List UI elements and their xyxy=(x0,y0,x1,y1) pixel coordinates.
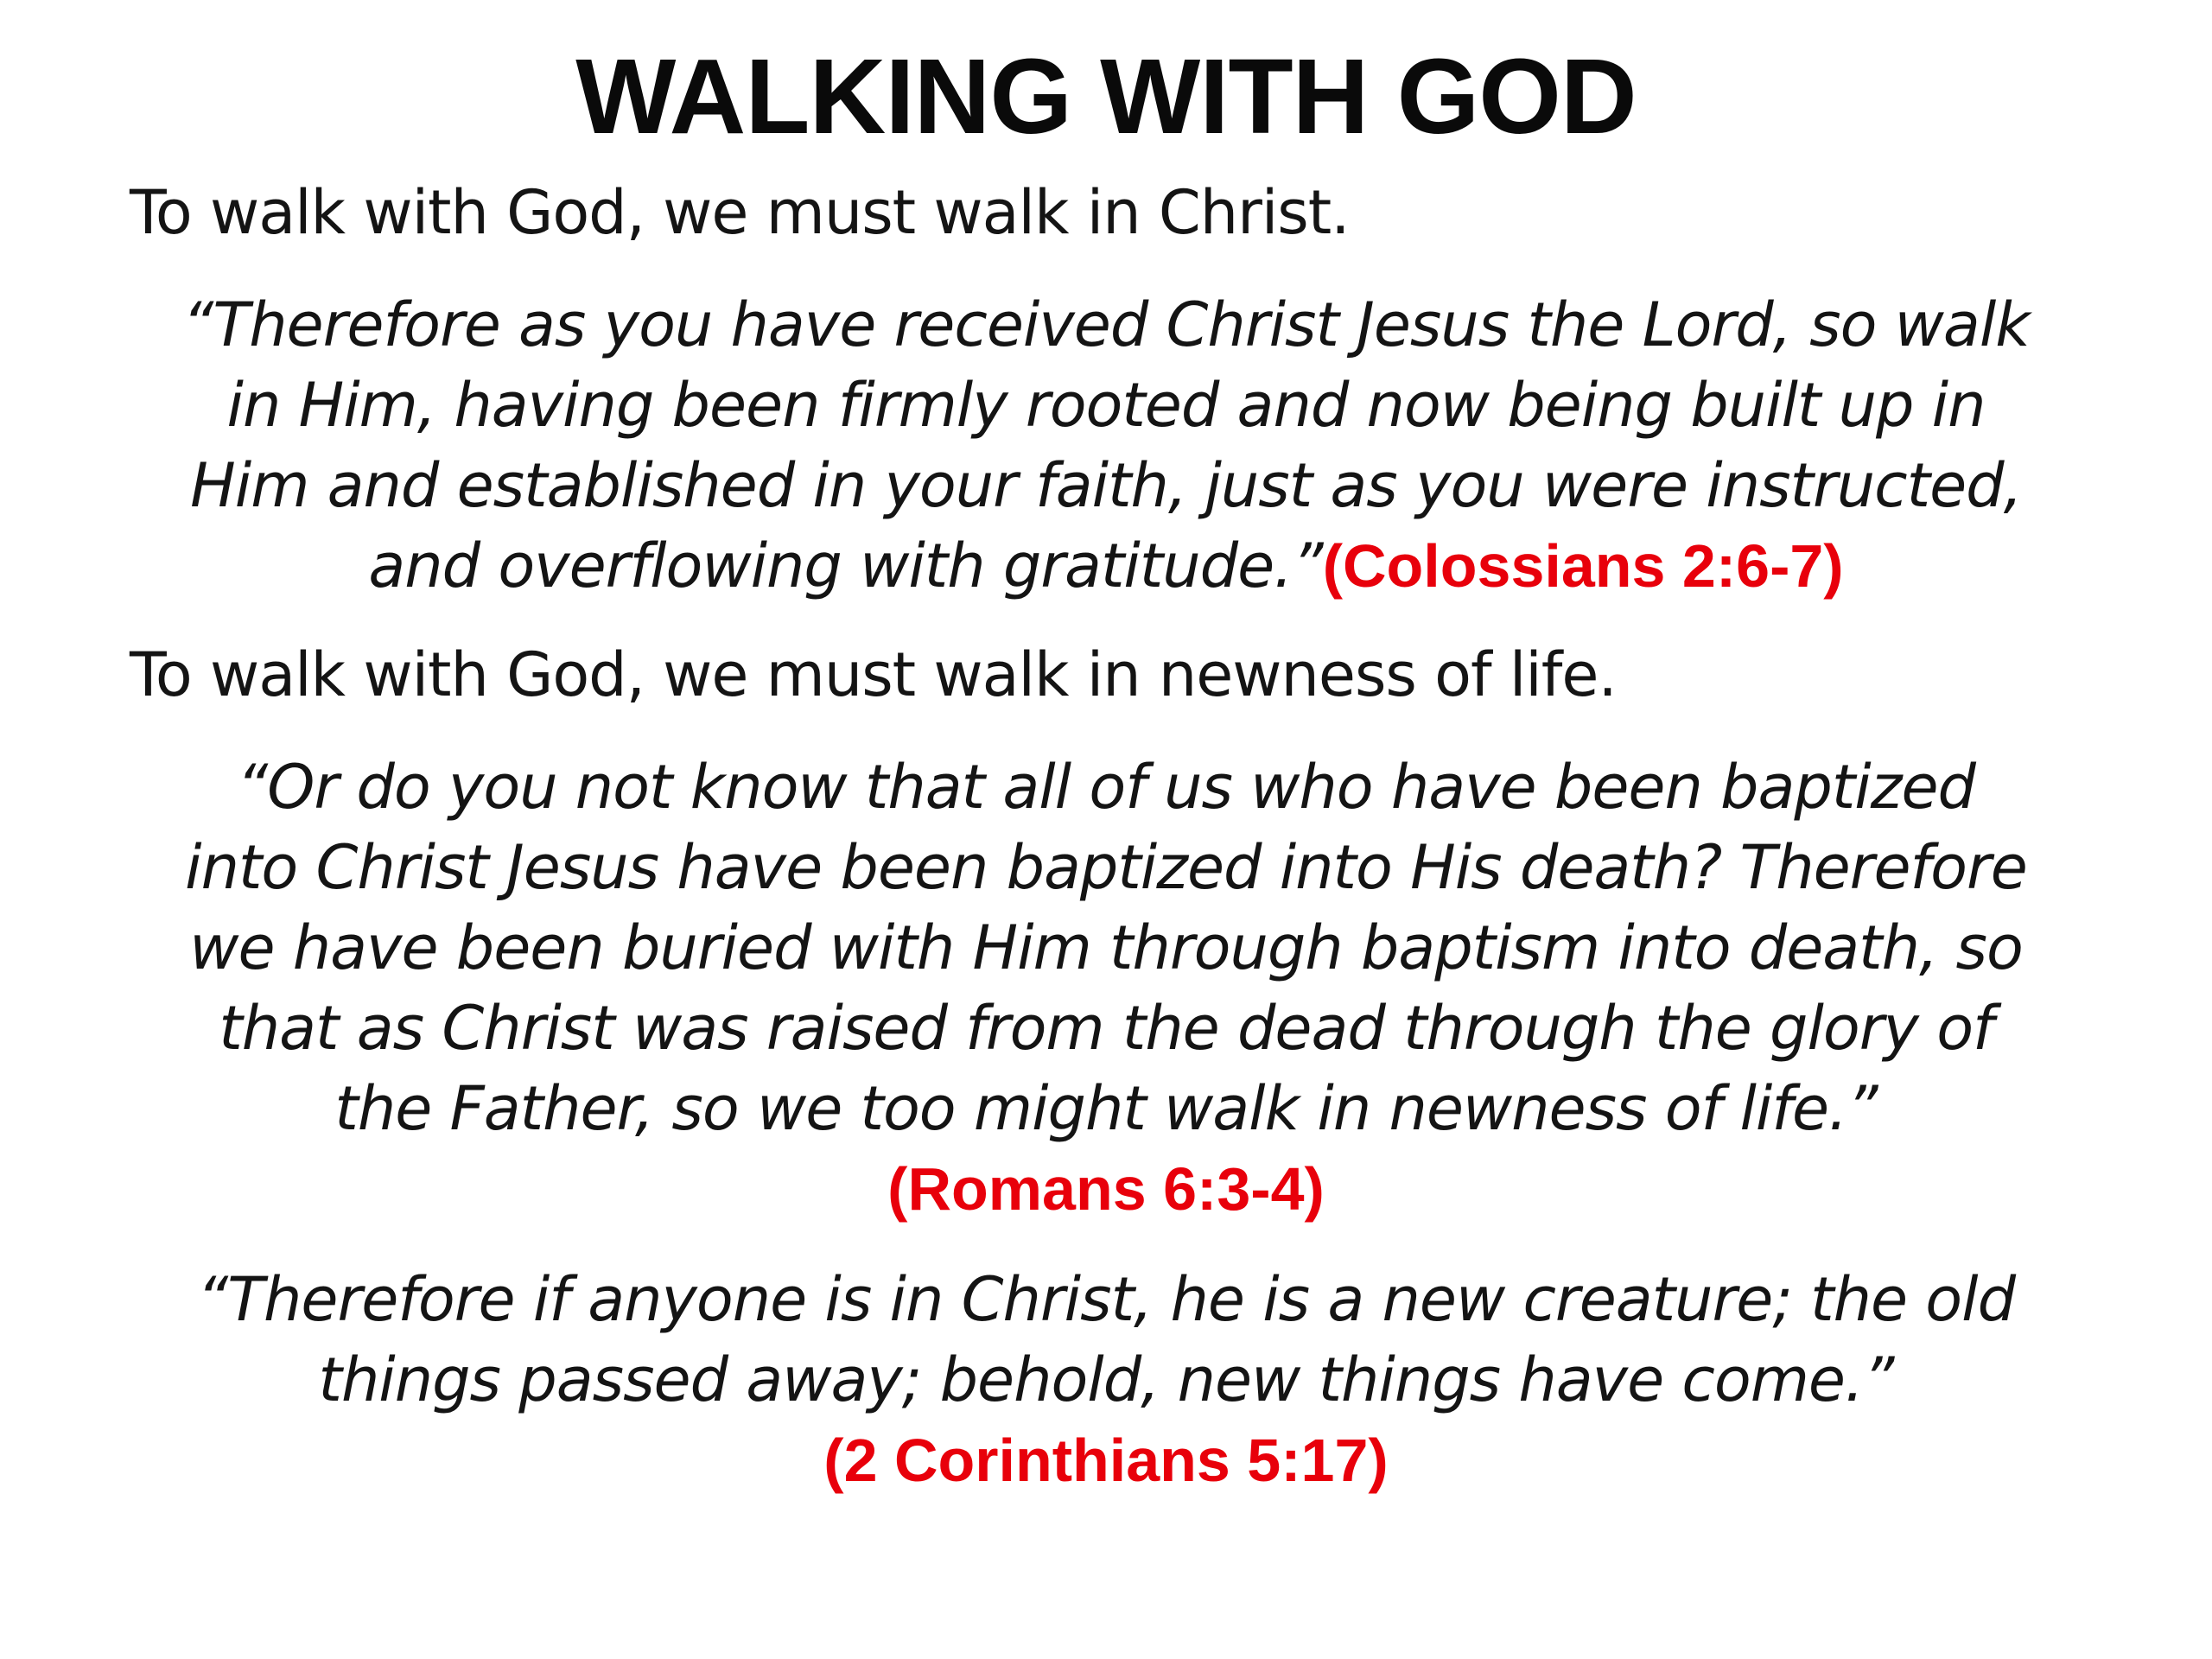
scripture-reference: (2 Corinthians 5:17) xyxy=(823,1427,1389,1494)
slide-title: WALKING WITH GOD xyxy=(575,38,1637,156)
quote-romans xyxy=(112,747,2100,1230)
statement-walk-in-christ: To walk with God, we must walk in Christ. xyxy=(130,177,1350,248)
quote-line-with-reference xyxy=(112,526,2100,607)
quote-line: and overflowing with gratitude.” xyxy=(368,531,1323,601)
quote-line: “Therefore if anyone is in Christ, he is a new creature; the old xyxy=(196,1264,2016,1335)
quote-corinthians xyxy=(112,1260,2100,1501)
quote-line: things passed away; behold, new things have come.” xyxy=(318,1344,1894,1415)
quote-line: Him and established in your faith, just as you were instructed, xyxy=(190,450,2022,521)
quote-line: that as Christ was raised from the dead through the glory of xyxy=(219,993,1993,1064)
quote-colossians xyxy=(112,285,2100,607)
quote-line: we have been buried with Him through baptism into death, so xyxy=(189,912,2023,983)
quote-line: “Or do you not know that all of us who have been baptized xyxy=(237,752,1975,823)
statement-newness-of-life: To walk with God, we must walk in newness of life. xyxy=(130,639,1617,710)
quote-line: the Father, so we too might walk in newness of life.” xyxy=(334,1073,1878,1144)
quote-line: into Christ Jesus have been baptized into His death? Therefore xyxy=(185,832,2027,903)
quote-line: “Therefore as you have received Christ Jesus the Lord, so walk xyxy=(182,289,2030,360)
quote-line: in Him, having been firmly rooted and now being built up in xyxy=(226,370,1986,441)
scripture-reference: (Romans 6:3-4) xyxy=(887,1155,1325,1223)
scripture-reference: (Colossians 2:6-7) xyxy=(1322,532,1844,600)
